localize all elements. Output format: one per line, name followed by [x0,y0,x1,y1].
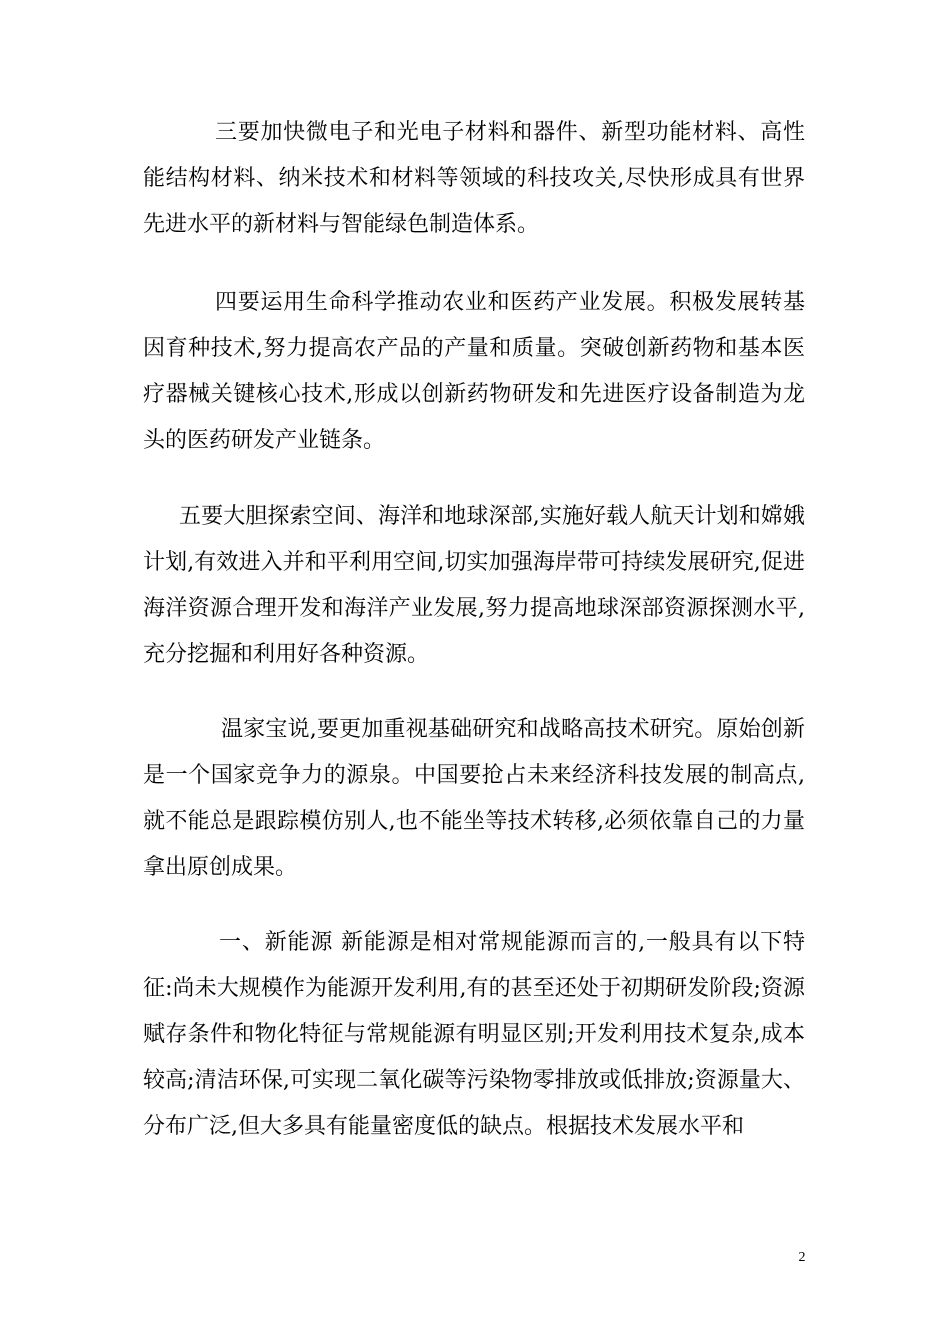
page-number: 2 [798,1250,806,1265]
paragraph-basic-research: 温家宝说,要更加重视基础研究和战略高技术研究。原始创新是一个国家竞争力的源泉。中国要抢占未来经济科技发展的制高点,就不能总是跟踪模仿别人,也不能坐等技术转移,必须依靠自己的力量拿出原创成果。 [143,717,805,880]
paragraph-new-materials: 三要加快微电子和光电子材料和器件、新型功能材料、高性能结构材料、纳米技术和材料等领域的科技攻关,尽快形成具有世界先进水平的新材料与智能绿色制造体系。 [143,120,805,237]
paragraph-new-energy: 一、新能源 新能源是相对常规能源而言的,一般具有以下特征:尚未大规模作为能源开发利用,有的甚至还处于初期研发阶段;资源赋存条件和物化特征与常规能源有明显区别;开发利用技术复杂,成本较高;清洁环保,可实现二氧化碳等污染物零排放或低排放;资源量大、分布广泛,但大多具有能量密度低的缺点。根据技术发展水平和 [143,930,805,1139]
paragraph-life-sciences: 四要运用生命科学推动农业和医药产业发展。积极发展转基因育种技术,努力提高农产品的产量和质量。突破创新药物和基本医疗器械关键核心技术,形成以创新药物研发和先进医疗设备制造为龙头的医药研发产业链条。 [143,290,805,453]
paragraph-space-ocean: 五要大胆探索空间、海洋和地球深部,实施好载人航天计划和嫦娥计划,有效进入并和平利用空间,切实加强海岸带可持续发展研究,促进海洋资源合理开发和海洋产业发展,努力提高地球深部资源探测水平,充分挖掘和利用好各种资源。 [143,504,805,667]
